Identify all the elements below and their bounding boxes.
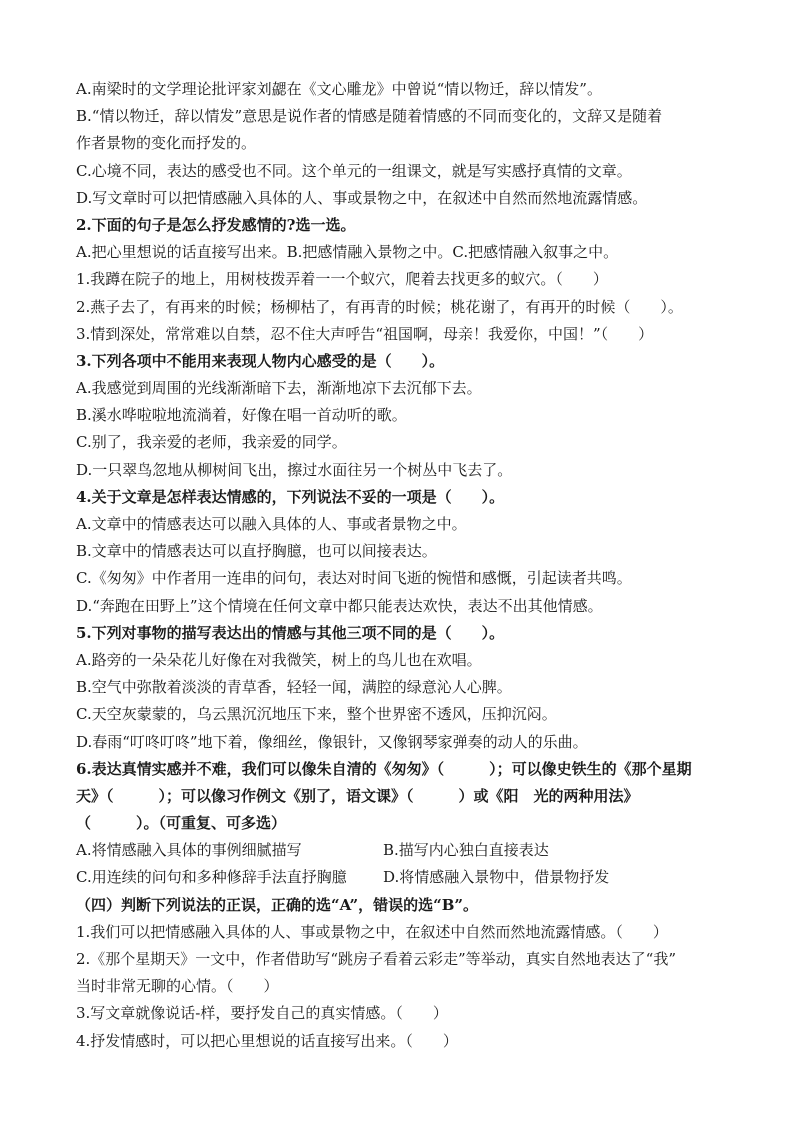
- s4-item-3: 3.写文章就像说话-样，要抒发自己的真实情感。（ ）: [76, 1004, 448, 1023]
- q1-option-b: B.“情以物迁，辞以情发”意思是说作者的情感是随着情感的不同而变化的，文辞又是随着: [76, 107, 663, 126]
- q6-option-c: C.用连续的问句和多种修辞手法直抒胸臆: [76, 868, 347, 887]
- q4-title: 4.关于文章是怎样表达情感的，下列说法不妥的一项是（ ）。: [76, 487, 505, 506]
- q5-option-d: D.春雨“叮咚叮咚”地下着，像细丝，像银针，又像钢琴家弹奏的动人的乐曲。: [76, 732, 588, 751]
- q6-title-line-2: 天》（ ）；可以像习作例文《别了，语文课》（ ）或《阳 光的两种用法》: [76, 786, 639, 805]
- q3-title: 3.下列各项中不能用来表现人物内心感受的是（ ）。: [76, 351, 445, 370]
- s4-item-1: 1.我们可以把情感融入具体的人、事或景物之中，在叙述中自然而然地流露情感。（ ）: [76, 922, 668, 941]
- q6-option-d: D.将情感融入景物中，借景物抒发: [383, 868, 610, 887]
- q4-option-a: A.文章中的情感表达可以融入具体的人、事或者景物之中。: [76, 515, 467, 533]
- worksheet-page: [76, 76, 726, 1055]
- q1-option-b-cont: 作者景物的变化而抒发的。: [76, 134, 257, 153]
- q2-item-3: 3.情到深处，常常难以自禁，忍不住大声呼告“祖国啊，母亲！我爱你，中国！”（ ）: [76, 324, 654, 343]
- q3-option-a: A.我感觉到周围的光线渐渐暗下去，渐渐地凉下去沉郁下去。: [76, 379, 482, 398]
- q3-option-d: D.一只翠鸟忽地从柳树间飞出，擦过水面往另一个树丛中飞去了。: [76, 460, 513, 479]
- q5-option-c: C.天空灰蒙蒙的，乌云黑沉沉地压下来，整个世界密不透风，压抑沉闷。: [76, 705, 557, 724]
- q1-option-c: C.心境不同，表达的感受也不同。这个单元的一组课文，就是写实感抒真情的文章。: [76, 161, 632, 180]
- s4-item-4: 4.抒发情感时，可以把心里想说的话直接写出来。（ ）: [76, 1031, 458, 1050]
- q5-option-a: A.路旁的一朵朵花儿好像在对我微笑，树上的鸟儿也在欢唱。: [76, 650, 482, 669]
- q1-option-a: A.南梁时的文学理论批评家刘勰在《文心雕龙》中曾说“情以物迁，辞以情发”。: [76, 80, 602, 98]
- section-4-title: （四）判断下列说法的正误，正确的选“A”，错误的选“B”。: [76, 895, 479, 914]
- q3-option-b: B.溪水哗啦啦地流淌着，好像在唱一首动听的歌。: [76, 406, 407, 425]
- q1-option-d: D.写文章时可以把情感融入具体的人、事或景物之中，在叙述中自然而然地流露情感。: [76, 188, 648, 207]
- q6-options-row-2: [76, 864, 726, 891]
- q2-title: 2.下面的句子是怎么抒发感情的?选一选。: [76, 215, 356, 234]
- q2-item-1: 1.我蹲在院子的地上，用树枝拨弄着一一个蚁穴，爬着去找更多的蚁穴。（ ）: [76, 270, 608, 289]
- q4-option-c: C.《匆匆》中作者用一连串的问句，表达对时间飞逝的惋惜和感慨，引起读者共鸣。: [76, 569, 632, 588]
- s4-item-2-cont: 当时非常无聊的心情。（ ）: [76, 977, 279, 996]
- q2-choices: A.把心里想说的话直接写出来。B.把感情融入景物之中。C.把感情融入叙事之中。: [76, 243, 619, 262]
- q2-item-2: 2.燕子去了，有再来的时候；杨柳枯了，有再青的时候；桃花谢了，有再开的时候（ ）。: [76, 297, 683, 316]
- s4-item-2: 2.《那个星期天》一文中，作者借助写“跳房子看着云彩走”等举动，真实自然地表达了“我”: [76, 950, 676, 968]
- q5-title: 5.下列对事物的描写表达出的情感与其他三项不同的是（ ）。: [76, 623, 505, 642]
- q6-options-row-1: [76, 837, 726, 864]
- q4-option-d: D.“奔跑在田野上”这个情境在任何文章中都只能表达欢快，表达不出其他情感。: [76, 596, 603, 615]
- q5-option-b: B.空气中弥散着淡淡的青草香，轻轻一闻，满腔的绿意沁人心脾。: [76, 678, 512, 697]
- q6-title-line-3: （ ）。（可重复、可多选）: [76, 814, 287, 833]
- q6-option-b: B.描写内心独白直接表达: [383, 841, 549, 860]
- q3-option-c: C.别了，我亲爱的老师，我亲爱的同学。: [76, 433, 347, 452]
- q4-option-b: B.文章中的情感表达可以直抒胸臆，也可以间接表达。: [76, 542, 437, 561]
- q6-option-a: A.将情感融入具体的事例细腻描写: [76, 841, 302, 860]
- q6-title-line-1: 6.表达真情实感并不难，我们可以像朱自清的《匆匆》（ ）；可以像史铁生的《那个星期: [76, 759, 692, 778]
